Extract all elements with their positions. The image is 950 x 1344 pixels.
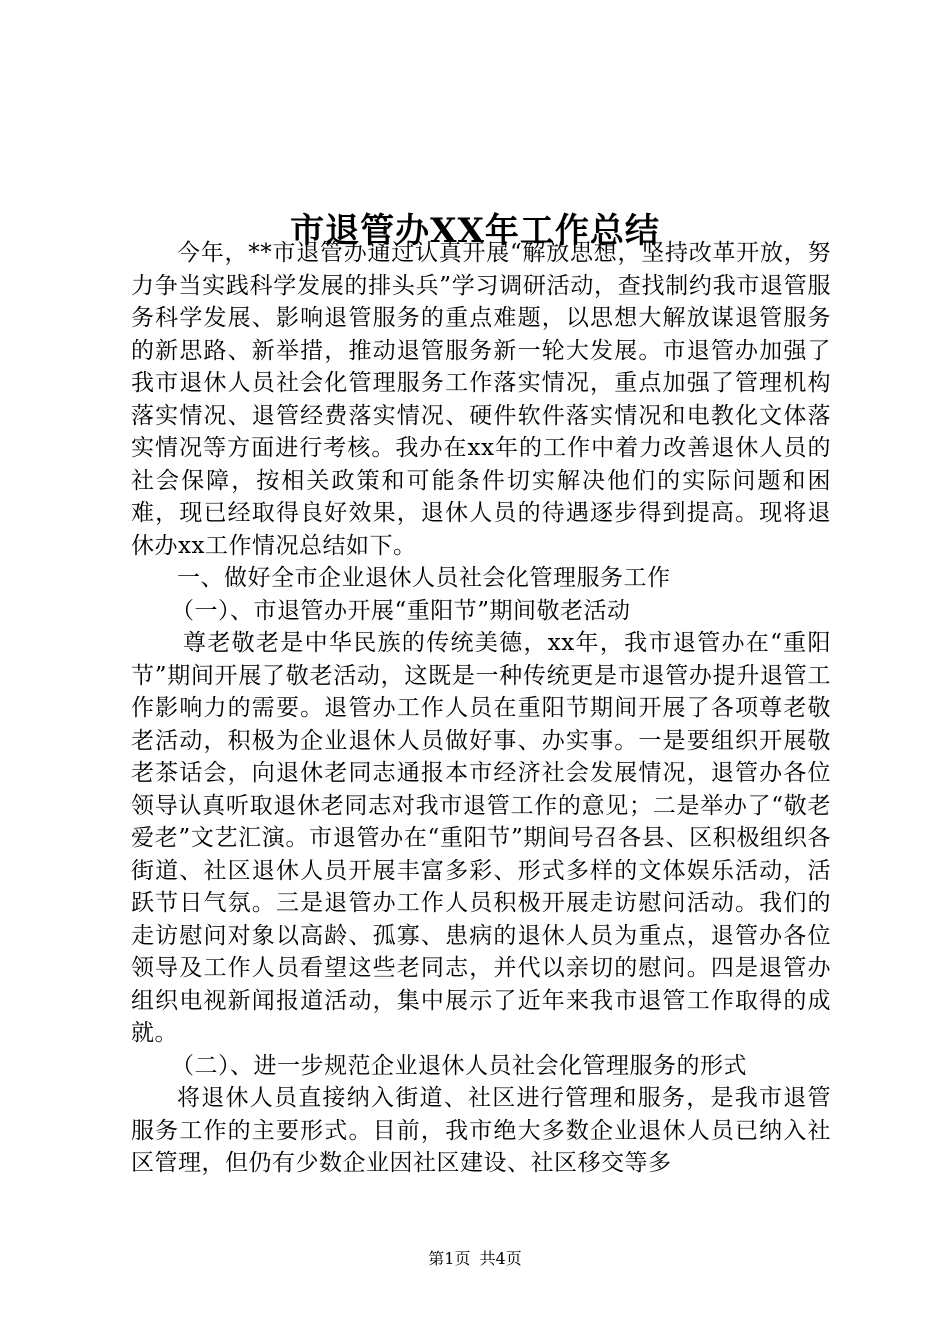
document-body bbox=[131, 237, 831, 1180]
subsection-heading-2: （二）、进一步规范企业退休人员社会化管理服务的形式 bbox=[171, 1052, 747, 1079]
section-heading-1: 一、做好全市企业退休人员社会化管理服务工作 bbox=[177, 565, 671, 591]
body-paragraph-2: 将退休人员直接纳入街道、社区进行管理和服务，是我市退管服务工作的主要形式。目前，我市绝大多数企业退休人员已纳入社区管理，但仍有少数企业因社区建设、社区移交等多 bbox=[131, 1085, 831, 1176]
document-title: 市退管办XX年工作总结 bbox=[290, 210, 660, 251]
subsection-heading-1: （一）、市退管办开展“重阳节”期间敬老活动 bbox=[171, 597, 631, 624]
page-footer bbox=[0, 1247, 950, 1271]
intro-paragraph: 今年，**市退管办通过认真开展“解放思想，坚持改革开放，努力争当实践科学发展的排头兵”学习调研活动，查找制约我市退管服务科学发展、影响退管服务的重点难题，以思想大解放谋退管服务的新思路、新举措，推动退管服务新一轮大发展。市退管办加强了我市退休人员社会化管理服务工作落实情况，重点加强了管理机构落实情况、退管经费落实情况、硬件软件落实情况和电教化文体落实情况等方面进行考核。我办在xx年的工作中着力改善退休人员的社会保障，按相关政策和可能条件切实解决他们的实际问题和困难，现已经取得良好效果，退休人员的待遇逐步得到提高。现将退休办xx工作情况总结如下。 bbox=[131, 240, 831, 559]
body-paragraph-1: 尊老敬老是中华民族的传统美德，xx年，我市退管办在“重阳节”期间开展了敬老活动，这既是一种传统更是市退管办提升退管工作影响力的需要。退管办工作人员在重阳节期间开展了各项尊老敬老活动，积极为企业退休人员做好事、办实事。一是要组织开展敬老茶话会，向退休老同志通报本市经济社会发展情况，退管办各位领导认真听取退休老同志对我市退管工作的意见；二是举办了“敬老爱老”文艺汇演。市退管办在“重阳节”期间号召各县、区积极组织各街道、社区退休人员开展丰富多彩、形式多样的文体娱乐活动，活跃节日气氛。三是退管办工作人员积极开展走访慰问活动。我们的走访慰问对象以高龄、孤寡、患病的退休人员为重点，退管办各位领导及工作人员看望这些老同志，并代以亲切的慰问。四是退管办组织电视新闻报道活动，集中展示了近年来我市退管工作取得的成就。 bbox=[131, 630, 831, 1046]
page-number: 第1页 bbox=[428, 1249, 471, 1268]
page-total: 共4页 bbox=[479, 1249, 522, 1268]
